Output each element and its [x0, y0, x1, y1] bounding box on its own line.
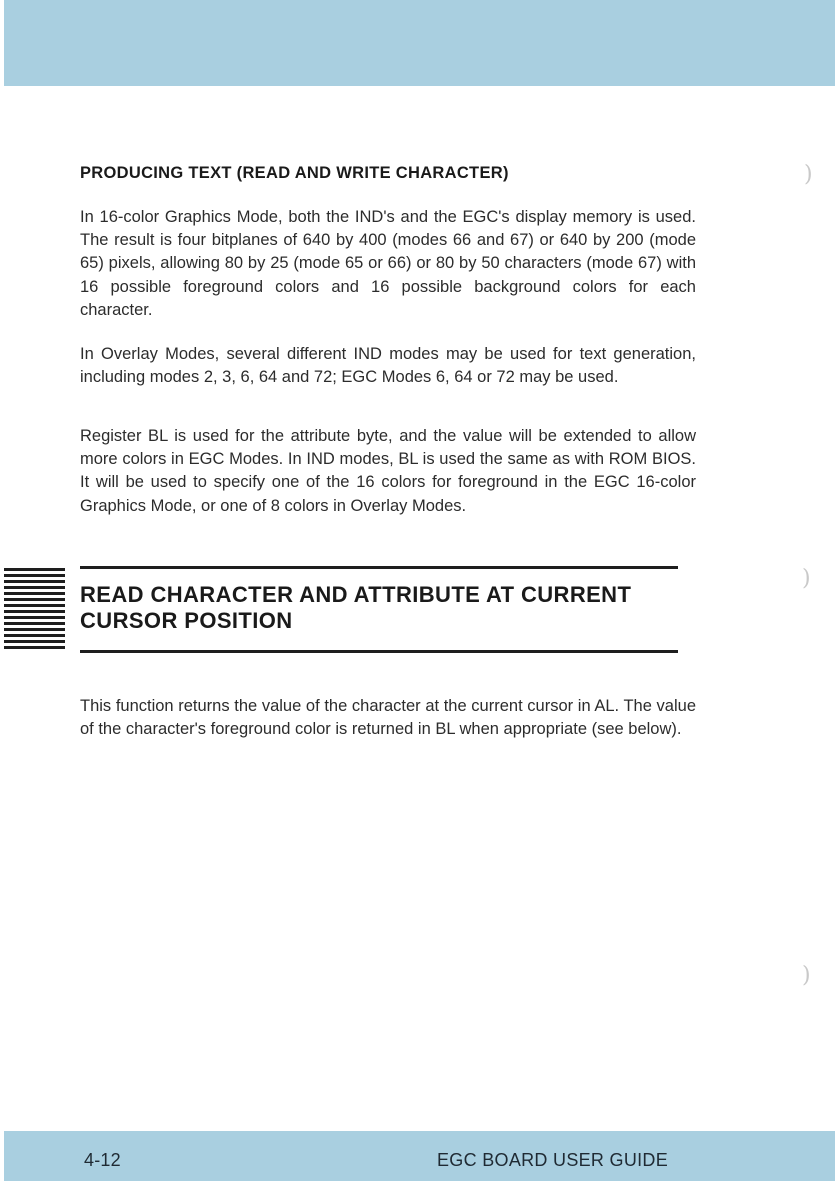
section-marker-bars — [4, 568, 65, 650]
footer-band — [4, 1131, 835, 1181]
header-band — [4, 0, 835, 86]
heading-rule-top — [80, 566, 678, 569]
heading-rule-bottom — [80, 650, 678, 653]
paragraph-overlay-modes: In Overlay Modes, several different IND modes may be used for text generation, including modes 2, 3, 6, 64 and 72; EGC Modes 6, 64 or 72 may be used. — [80, 345, 696, 387]
binder-hole-mark-icon: ) — [802, 963, 811, 988]
binder-hole-mark-icon: ) — [802, 566, 811, 591]
function-heading-line2: CURSOR POSITION — [80, 608, 293, 633]
paragraph-function-description: This function returns the value of the character at the current cursor in AL. The value of the character's foreground color is returned in BL when appropriate (see below). — [80, 697, 696, 739]
function-heading-line1: READ CHARACTER AND ATTRIBUTE AT CURRENT — [80, 582, 632, 607]
function-heading — [80, 582, 690, 634]
page-number: 4-12 — [84, 1150, 121, 1170]
binder-hole-mark-icon: ) — [804, 162, 813, 187]
footer-title: EGC BOARD USER GUIDE — [437, 1150, 669, 1170]
paragraph-register-bl: Register BL is used for the attribute byte, and the value will be extended to allow more colors in EGC Modes. In IND modes, BL is used the same as with ROM BIOS. It will be used to specify one of the 16 colors for foreground in the EGC 16-color Graphics Mode, or one of 8 colors in Overlay Modes. — [80, 427, 696, 515]
section-heading: PRODUCING TEXT (READ AND WRITE CHARACTER) — [80, 164, 509, 182]
paragraph-16-color-mode: In 16-color Graphics Mode, both the IND's and the EGC's display memory is used. The result is four bitplanes of 640 by 400 (modes 66 and 67) or 640 by 200 (mode 65) pixels, allowing 80 by 25 (mode 65 or 66) or 80 by 50 characters (mode 67) with 16 possible foreground colors and 16 possible background colors for each character. — [80, 208, 696, 319]
